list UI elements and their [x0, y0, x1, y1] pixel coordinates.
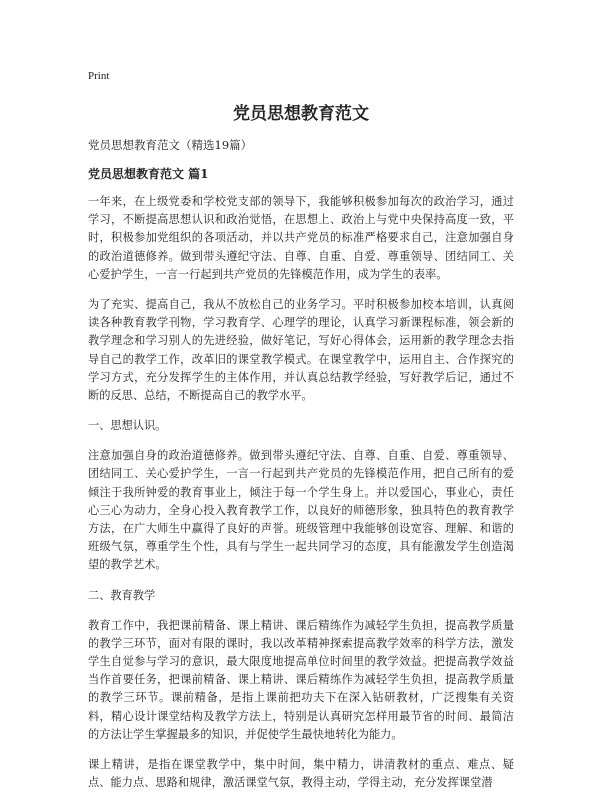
- print-link[interactable]: Print: [88, 70, 110, 82]
- paragraph-2: 为了充实、提高自己，我从不放松自己的业务学习。平时积极参加校本培训，认真阅读各种教育教学刊物，学习教育学、心理学的理论，认真学习新课程标准，领会新的教学理念和学习别人的先进经验，做好笔记，写好心得体会，运用新的教学理念去指导自己的教学工作，改革旧的课堂教学模式。在课堂教学中，运用自主、合作探究的学习方式，充分发挥学生的主体作用，并认真总结教学经验，写好教学后记，通过不断的反思、总结，不断提高自己的教学水平。: [88, 298, 514, 403]
- paragraph-4: 教育工作中，我把课前精备、课上精讲、课后精练作为减轻学生负担，提高教学质量的教学三环节，面对有限的课时，我以改革精神探索提高教学效率的科学方法，激发学生自觉参与学习的意识，最大限度地提高单位时间里的教学效益。把提高教学效益当作首要任务，把课前精备、课上精讲、课后精练作为减轻学生负担，提高教学质量的教学三环节。课前精备，是指上课前把功夫下在深入钻研教材，广泛搜集有关资料，精心设计课堂结构及教学方法上，特别是认真研究怎样用最节省的时间、最简洁的方法让学生掌握最多的知识，并促使学生最快地转化为能力。: [88, 618, 514, 741]
- section-heading: 党员思想教育范文 篇1: [88, 167, 209, 181]
- sub-heading-teaching: 二、教育教学: [88, 588, 156, 602]
- page-title: 党员思想教育范文: [233, 104, 369, 124]
- paragraph-1: 一年来，在上级党委和学校党支部的领导下，我能够积极参加每次的政治学习，通过学习，不断提高思想认识和政治觉悟，在思想上、政治上与党中央保持高度一致，平时，积极参加党组织的各项活动，并以共产党员的标准严格要求自己，注意加强自身的政治道德修养。做到带头遵纪守法、自尊、自重、自爱、尊重领导、团结同工、关心爱护学生，一言一行起到共产党员的先锋模范作用，成为学生的表率。: [88, 195, 514, 281]
- sub-heading-thought: 一、思想认识。: [88, 419, 167, 433]
- paragraph-5: 课上精讲，是指在课堂教学中，集中时间，集中精力，讲清教材的重点、难点、疑点、能力点、思路和规律，激活课堂气氛，教得主动，学得主动，充分发挥课堂潜: [88, 758, 514, 790]
- document-subtitle: 党员思想教育范文（精选19篇）: [88, 138, 253, 152]
- document-page: [88, 68, 514, 792]
- paragraph-3: 注意加强自身的政治道德修养。做到带头遵纪守法、自尊、自重、自爱、尊重领导、团结同工、关心爱护学生，一言一行起到共产党员的先锋模范作用，把自己所有的爱倾注于我所钟爱的教育事业上，倾注于每一个学生身上。并以爱国心，事业心，责任心三心为动力，全身心投入教育教学工作，以良好的师德形象，独具特色的教育教学方法，在广大师生中赢得了良好的声誉。班级管理中我能够创设宽容、理解、和谐的班级气氛，尊重学生个性，具有与学生一起共同学习的态度，具有能激发学生创造渴望的教学艺术。: [88, 449, 514, 572]
